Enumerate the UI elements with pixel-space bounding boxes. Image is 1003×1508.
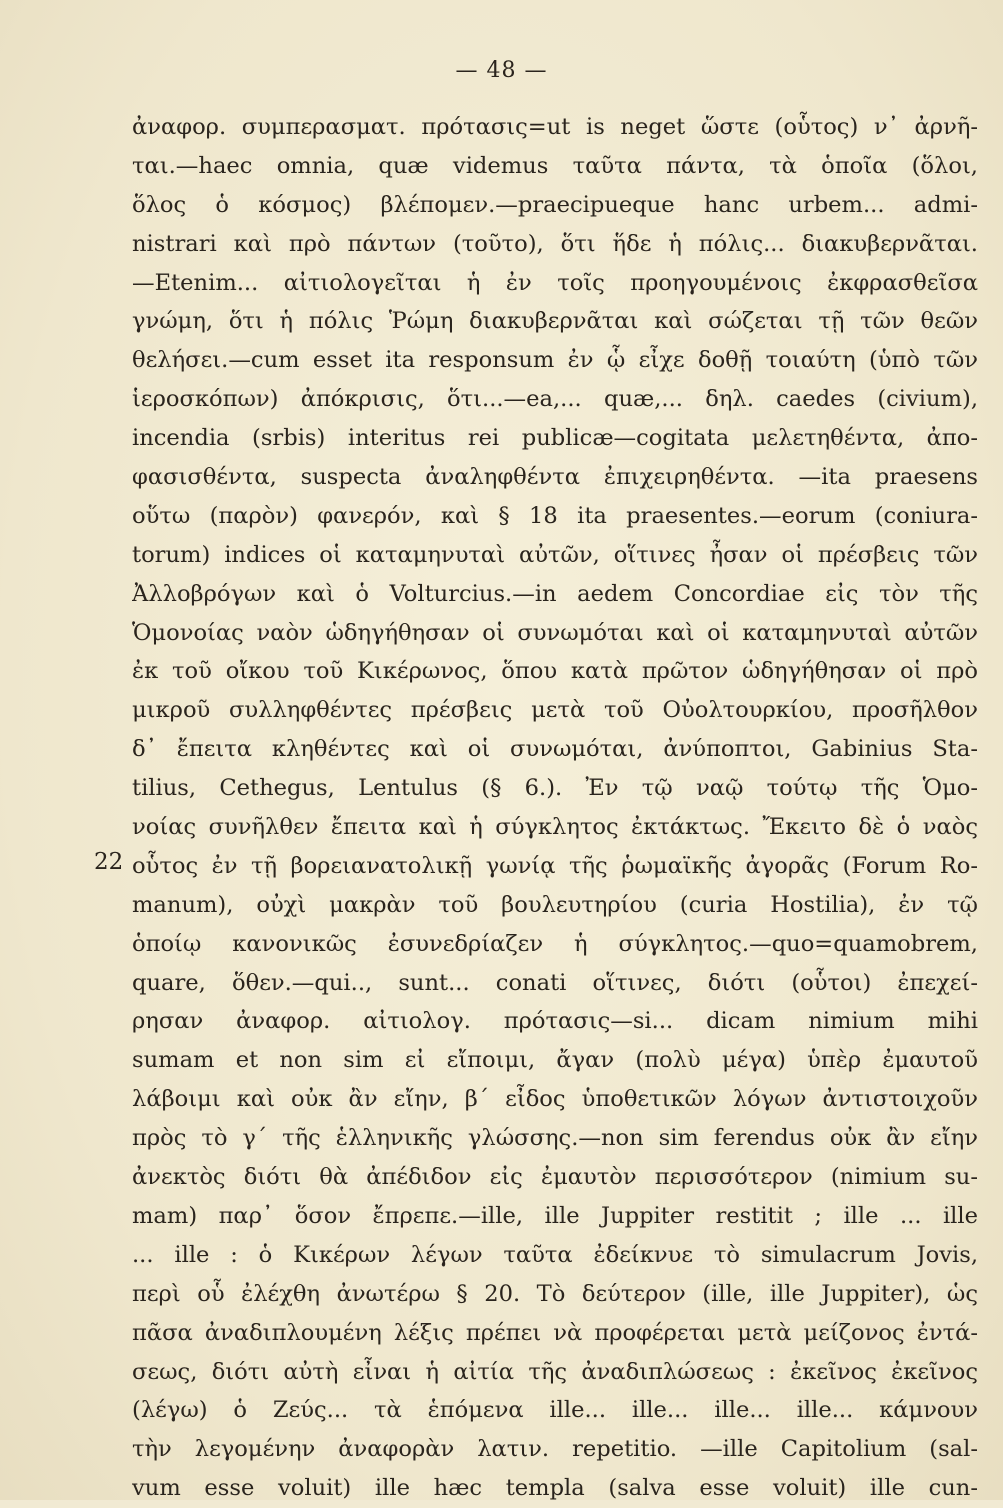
text-line: θελήσει.—cum esset ita responsum ἐν ᾧ εἶχε δοθῇ τοιαύτη (ὑπὸ τῶν — [132, 347, 978, 374]
text-line: ἱεροσκόπων) ἀπόκρισις, ὅτι...—ea,... quæ,... δηλ. caedes (civium), — [132, 386, 978, 413]
text-line: mam) παρ᾽ ὅσον ἔπρεπε.—ille, ille Juppiter restitit ; ille ... ille — [132, 1202, 978, 1229]
text-line: tilius, Cethegus, Lentulus (§ 6.). Ἐν τῷ ναῷ τούτῳ τῆς Ὁμο- — [132, 775, 978, 802]
text-line: nistrari καὶ πρὸ πάντων (τοῦτο), ὅτι ἥδε ἡ πόλις... διακυβερνᾶται. — [132, 230, 978, 257]
text-line: torum) indices οἱ καταμηνυταὶ αὐτῶν, οἵτινες ἦσαν οἱ πρέσβεις τῶν — [132, 541, 978, 568]
text-line: πᾶσα ἀναδιπλουμένη λέξις πρέπει νὰ προφέρεται μετὰ μείζονος ἐντά- — [132, 1319, 978, 1346]
text-line: δ᾽ ἔπειτα κληθέντες καὶ οἱ συνωμόται, ἀνύποπτοι, Gabinius Sta- — [132, 736, 978, 763]
text-line: περὶ οὗ ἐλέχθη ἀνωτέρω § 20. Τὸ δεύτερον (ille, ille Juppiter), ὡς — [132, 1280, 978, 1307]
text-line: sumam et non sim εἰ εἴποιμι, ἄγαν (πολὺ μέγα) ὑπὲρ ἐμαυτοῦ — [132, 1047, 978, 1074]
text-line: οὗτος ἐν τῇ βορειανατολικῇ γωνίᾳ τῆς ῥωμαϊκῆς ἀγορᾶς (Forum Ro- — [132, 852, 978, 879]
text-line: quare, ὅθεν.—qui.., sunt... conati οἵτινες, διότι (οὗτοι) ἐπεχεί- — [132, 969, 978, 996]
text-line: ὁποίῳ κανονικῶς ἐσυνεδρίαζεν ἡ σύγκλητος.—quo=quamobrem, — [132, 930, 978, 957]
text-line: Ὁμονοίας ναὸν ὡδηγήθησαν οἱ συνωμόται καὶ οἱ καταμηνυταὶ αὐτῶν — [132, 619, 978, 646]
text-line: Ἀλλοβρόγων καὶ ὁ Volturcius.—in aedem Concordiae εἰς τὸν τῆς — [132, 580, 978, 607]
text-line: manum), οὐχὶ μακρὰν τοῦ βουλευτηρίου (curia Hostilia), ἐν τῷ — [132, 891, 978, 918]
text-line: γνώμη, ὅτι ἡ πόλις Ῥώμη διακυβερνᾶται καὶ σώζεται τῇ τῶν θεῶν — [132, 308, 978, 335]
line-marker: 22 — [94, 849, 124, 875]
text-line: λάβοιμι καὶ οὐκ ἂν εἴην, β΄ εἶδος ὑποθετικῶν λόγων ἀντιστοιχοῦν — [132, 1086, 978, 1113]
text-line: οὕτω (παρὸν) φανερόν, καὶ § 18 ita praesentes.—eorum (coniura- — [132, 502, 978, 529]
text-line: σεως, διότι αὐτὴ εἶναι ἡ αἰτία τῆς ἀναδιπλώσεως : ἐκεῖνος ἐκεῖνος — [132, 1358, 978, 1385]
text-line: ... ille : ὁ Κικέρων λέγων ταῦτα ἐδείκνυε τὸ simulacrum Jovis, — [132, 1241, 978, 1268]
text-line: incendia (srbis) interitus rei publicæ—cogitata μελετηθέντα, ἀπο- — [132, 425, 978, 452]
text-line: πρὸς τὸ γ΄ τῆς ἑλληνικῆς γλώσσης.—non sim ferendus οὐκ ἂν εἴην — [132, 1125, 978, 1152]
text-line: vum esse voluit) ille hæc templa (salva esse voluit) ille cun- — [132, 1475, 978, 1502]
text-line: ἐκ τοῦ οἴκου τοῦ Κικέρωνος, ὅπου κατὰ πρῶτον ὡδηγήθησαν οἱ πρὸ — [132, 658, 978, 685]
text-line: ἀναφορ. συμπερασματ. πρότασις=ut is neget ὥστε (οὗτος) ν᾽ ἀρνῆ- — [132, 114, 978, 140]
text-line: ρησαν ἀναφορ. αἰτιολογ. πρότασις—si... dicam nimium mihi — [132, 1008, 978, 1035]
text-line: —Etenim... αἰτιολογεῖται ἡ ἐν τοῖς προηγουμένοις ἐκφρασθεῖσα — [132, 269, 978, 296]
text-line: ἀνεκτὸς διότι θὰ ἀπέδιδον εἰς ἐμαυτὸν περισσότερον (nimium su- — [132, 1164, 978, 1191]
commentary-text — [132, 108, 978, 1508]
page-number: — 48 — — [455, 58, 548, 83]
text-line: μικροῦ συλληφθέντες πρέσβεις μετὰ τοῦ Οὐολτουρκίου, προσῆλθον — [132, 697, 978, 724]
text-line: ὅλος ὁ κόσμος) βλέπομεν.—praecipueque hanc urbem... admi- — [132, 191, 978, 218]
text-line: (λέγω) ὁ Ζεύς... τὰ ἑπόμενα ille... ille... ille... ille... κάμνουν — [132, 1397, 978, 1424]
text-line: ται.—haec omnia, quæ videmus ταῦτα πάντα, τὰ ὁποῖα (ὅλοι, — [132, 152, 978, 179]
text-line: φασισθέντα, suspecta ἀναληφθέντα ἐπιχειρηθέντα. —ita praesens — [132, 464, 978, 491]
text-line: νοίας συνῆλθεν ἔπειτα καὶ ἡ σύγκλητος ἐκτάκτως. Ἔκειτο δὲ ὁ ναὸς — [132, 814, 978, 841]
text-line: τὴν λεγομένην ἀναφορὰν λατιν. repetitio. —ille Capitolium (sal- — [132, 1436, 978, 1463]
